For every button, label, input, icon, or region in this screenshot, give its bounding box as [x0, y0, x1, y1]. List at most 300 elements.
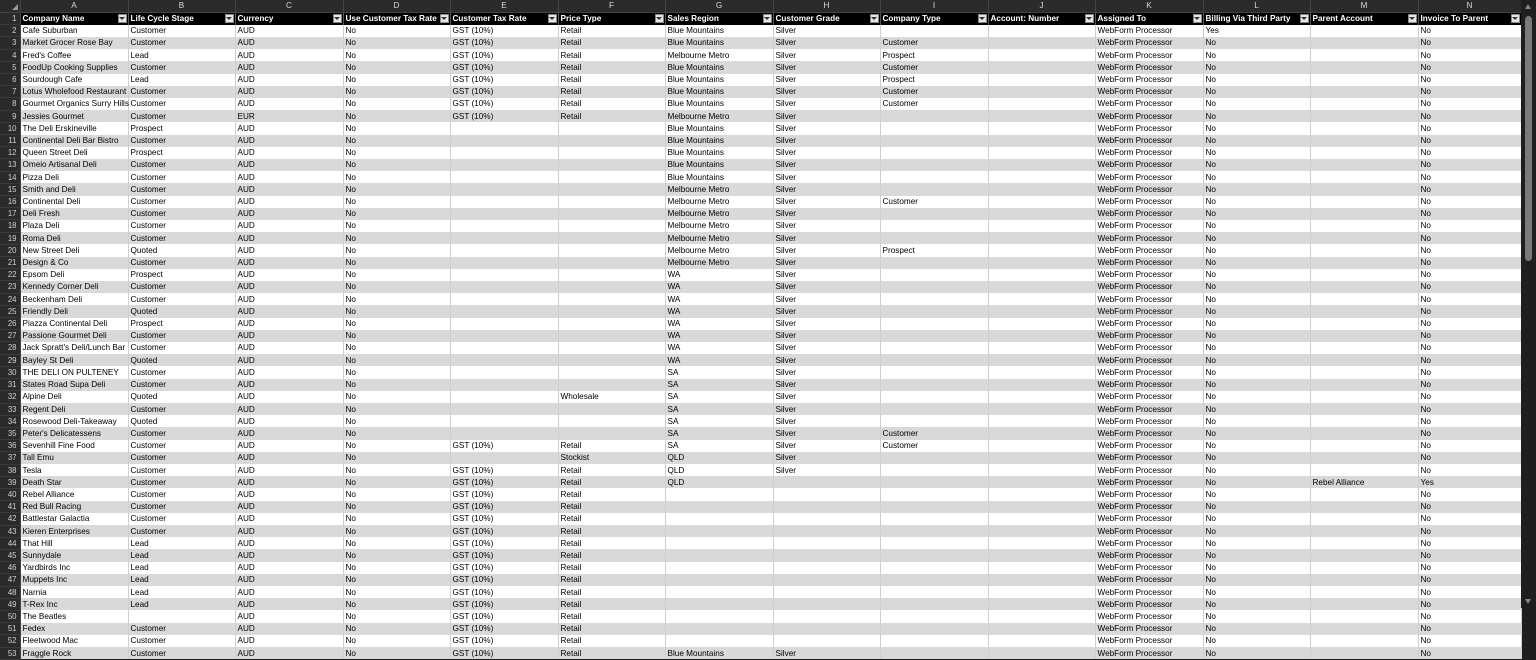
table-cell[interactable]: Customer: [128, 623, 235, 635]
table-cell[interactable]: GST (10%): [450, 537, 558, 549]
table-cell[interactable]: Lead: [128, 537, 235, 549]
table-cell[interactable]: Silver: [773, 183, 880, 195]
table-cell[interactable]: [450, 293, 558, 305]
table-cell[interactable]: [1310, 598, 1418, 610]
table-cell[interactable]: [988, 232, 1095, 244]
table-cell[interactable]: [450, 122, 558, 134]
row-number[interactable]: 29: [0, 354, 20, 366]
table-cell[interactable]: Silver: [773, 49, 880, 61]
table-cell[interactable]: WebForm Processor: [1095, 415, 1203, 427]
table-cell[interactable]: GST (10%): [450, 623, 558, 635]
filter-dropdown-icon[interactable]: [118, 14, 127, 23]
table-cell[interactable]: Prospect: [880, 74, 988, 86]
header-cell[interactable]: [235, 13, 343, 25]
table-cell[interactable]: WebForm Processor: [1095, 330, 1203, 342]
table-cell[interactable]: [988, 86, 1095, 98]
table-cell[interactable]: GST (10%): [450, 647, 558, 659]
table-cell[interactable]: AUD: [235, 440, 343, 452]
table-cell[interactable]: [880, 586, 988, 598]
table-cell[interactable]: Retail: [558, 501, 665, 513]
column-letter-c[interactable]: C: [235, 0, 343, 13]
table-cell[interactable]: [1310, 257, 1418, 269]
table-cell[interactable]: Silver: [773, 147, 880, 159]
table-cell[interactable]: [665, 623, 773, 635]
table-cell[interactable]: [880, 610, 988, 622]
table-cell[interactable]: SA: [665, 379, 773, 391]
table-cell[interactable]: Retail: [558, 537, 665, 549]
table-cell[interactable]: AUD: [235, 501, 343, 513]
table-cell[interactable]: [1310, 501, 1418, 513]
table-cell[interactable]: [988, 122, 1095, 134]
table-cell[interactable]: [988, 135, 1095, 147]
row-number[interactable]: 5: [0, 61, 20, 73]
table-cell[interactable]: [1310, 147, 1418, 159]
table-cell[interactable]: Retail: [558, 440, 665, 452]
table-cell[interactable]: No: [343, 488, 450, 500]
table-cell[interactable]: AUD: [235, 244, 343, 256]
table-cell[interactable]: [988, 598, 1095, 610]
table-cell[interactable]: Customer: [880, 61, 988, 73]
table-cell[interactable]: [988, 37, 1095, 49]
table-cell[interactable]: AUD: [235, 403, 343, 415]
table-cell[interactable]: [880, 318, 988, 330]
column-letter-e[interactable]: E: [450, 0, 558, 13]
table-cell[interactable]: Blue Mountains: [665, 159, 773, 171]
table-cell[interactable]: AUD: [235, 318, 343, 330]
table-cell[interactable]: [880, 293, 988, 305]
row-number[interactable]: 4: [0, 49, 20, 61]
table-cell[interactable]: WebForm Processor: [1095, 220, 1203, 232]
table-cell[interactable]: Retail: [558, 562, 665, 574]
table-cell[interactable]: SA: [665, 391, 773, 403]
table-cell[interactable]: [558, 330, 665, 342]
table-cell[interactable]: Rebel Alliance: [1310, 476, 1418, 488]
table-cell[interactable]: No: [1203, 232, 1310, 244]
table-cell[interactable]: [665, 574, 773, 586]
table-cell[interactable]: [558, 366, 665, 378]
table-cell[interactable]: WA: [665, 305, 773, 317]
table-cell[interactable]: [450, 196, 558, 208]
table-cell[interactable]: [1310, 440, 1418, 452]
table-cell[interactable]: Prospect: [880, 49, 988, 61]
row-number[interactable]: 51: [0, 623, 20, 635]
table-cell[interactable]: [1310, 574, 1418, 586]
column-letter-a[interactable]: A: [20, 0, 128, 13]
table-cell[interactable]: Design & Co: [20, 257, 128, 269]
table-cell[interactable]: [988, 208, 1095, 220]
table-cell[interactable]: AUD: [235, 586, 343, 598]
table-cell[interactable]: AUD: [235, 513, 343, 525]
table-cell[interactable]: WebForm Processor: [1095, 86, 1203, 98]
table-cell[interactable]: Customer: [128, 330, 235, 342]
table-cell[interactable]: [880, 415, 988, 427]
header-cell[interactable]: [128, 13, 235, 25]
table-cell[interactable]: [1310, 281, 1418, 293]
table-cell[interactable]: No: [343, 440, 450, 452]
table-cell[interactable]: Silver: [773, 232, 880, 244]
table-cell[interactable]: Customer: [128, 86, 235, 98]
table-cell[interactable]: Blue Mountains: [665, 171, 773, 183]
scroll-down-icon[interactable]: [1525, 599, 1531, 604]
table-cell[interactable]: No: [1418, 635, 1521, 647]
table-cell[interactable]: WebForm Processor: [1095, 379, 1203, 391]
table-cell[interactable]: [880, 452, 988, 464]
table-cell[interactable]: GST (10%): [450, 501, 558, 513]
table-cell[interactable]: Retail: [558, 86, 665, 98]
table-cell[interactable]: No: [1203, 86, 1310, 98]
table-cell[interactable]: No: [1418, 501, 1521, 513]
table-cell[interactable]: [450, 366, 558, 378]
filter-dropdown-icon[interactable]: [440, 14, 449, 23]
table-cell[interactable]: Silver: [773, 647, 880, 659]
table-cell[interactable]: Silver: [773, 74, 880, 86]
table-cell[interactable]: [665, 488, 773, 500]
table-cell[interactable]: No: [1418, 513, 1521, 525]
table-cell[interactable]: [880, 562, 988, 574]
table-cell[interactable]: [988, 159, 1095, 171]
table-cell[interactable]: GST (10%): [450, 98, 558, 110]
table-cell[interactable]: [1310, 171, 1418, 183]
table-cell[interactable]: [988, 610, 1095, 622]
table-cell[interactable]: [558, 208, 665, 220]
table-cell[interactable]: WebForm Processor: [1095, 98, 1203, 110]
table-cell[interactable]: No: [1203, 464, 1310, 476]
table-cell[interactable]: Retail: [558, 635, 665, 647]
table-cell[interactable]: [1310, 330, 1418, 342]
table-cell[interactable]: Retail: [558, 488, 665, 500]
row-number[interactable]: 50: [0, 610, 20, 622]
table-cell[interactable]: AUD: [235, 147, 343, 159]
table-cell[interactable]: Silver: [773, 318, 880, 330]
table-cell[interactable]: [1310, 562, 1418, 574]
table-cell[interactable]: No: [1418, 330, 1521, 342]
table-cell[interactable]: No: [1418, 488, 1521, 500]
table-cell[interactable]: AUD: [235, 86, 343, 98]
table-cell[interactable]: [988, 354, 1095, 366]
table-cell[interactable]: [1310, 37, 1418, 49]
table-cell[interactable]: No: [343, 391, 450, 403]
table-cell[interactable]: Peter's Delicatessens: [20, 427, 128, 439]
table-cell[interactable]: AUD: [235, 232, 343, 244]
table-cell[interactable]: Cafe Suburban: [20, 25, 128, 37]
table-cell[interactable]: [988, 74, 1095, 86]
table-cell[interactable]: FoodUp Cooking Supplies: [20, 61, 128, 73]
table-cell[interactable]: AUD: [235, 330, 343, 342]
table-cell[interactable]: Quoted: [128, 244, 235, 256]
table-cell[interactable]: WA: [665, 293, 773, 305]
table-cell[interactable]: [558, 281, 665, 293]
table-cell[interactable]: WA: [665, 330, 773, 342]
table-cell[interactable]: AUD: [235, 415, 343, 427]
table-cell[interactable]: [880, 537, 988, 549]
row-number[interactable]: 9: [0, 110, 20, 122]
table-cell[interactable]: No: [1203, 354, 1310, 366]
table-cell[interactable]: [988, 586, 1095, 598]
table-cell[interactable]: [1310, 220, 1418, 232]
table-cell[interactable]: [988, 196, 1095, 208]
table-cell[interactable]: [665, 549, 773, 561]
table-cell[interactable]: QLD: [665, 452, 773, 464]
row-number[interactable]: 36: [0, 440, 20, 452]
table-cell[interactable]: No: [343, 196, 450, 208]
table-cell[interactable]: SA: [665, 366, 773, 378]
table-cell[interactable]: Silver: [773, 366, 880, 378]
table-cell[interactable]: Melbourne Metro: [665, 196, 773, 208]
table-cell[interactable]: No: [1418, 257, 1521, 269]
table-cell[interactable]: [450, 391, 558, 403]
table-cell[interactable]: No: [1418, 354, 1521, 366]
filter-dropdown-icon[interactable]: [1193, 14, 1202, 23]
table-cell[interactable]: No: [1418, 623, 1521, 635]
table-cell[interactable]: Silver: [773, 61, 880, 73]
table-cell[interactable]: Plaza Deli: [20, 220, 128, 232]
table-cell[interactable]: [450, 208, 558, 220]
table-cell[interactable]: No: [343, 403, 450, 415]
table-cell[interactable]: No: [1203, 269, 1310, 281]
row-number[interactable]: 34: [0, 415, 20, 427]
table-cell[interactable]: [880, 135, 988, 147]
table-cell[interactable]: [988, 147, 1095, 159]
table-cell[interactable]: [1310, 452, 1418, 464]
table-cell[interactable]: Retail: [558, 623, 665, 635]
table-cell[interactable]: Silver: [773, 25, 880, 37]
table-cell[interactable]: No: [343, 330, 450, 342]
table-cell[interactable]: AUD: [235, 598, 343, 610]
table-cell[interactable]: Prospect: [128, 147, 235, 159]
table-cell[interactable]: Blue Mountains: [665, 147, 773, 159]
table-cell[interactable]: [988, 440, 1095, 452]
table-cell[interactable]: Silver: [773, 464, 880, 476]
table-cell[interactable]: Bayley St Deli: [20, 354, 128, 366]
table-cell[interactable]: AUD: [235, 171, 343, 183]
table-cell[interactable]: Passione Gourmet Deli: [20, 330, 128, 342]
table-cell[interactable]: No: [1203, 476, 1310, 488]
filter-dropdown-icon[interactable]: [225, 14, 234, 23]
table-cell[interactable]: No: [343, 305, 450, 317]
table-cell[interactable]: Roma Deli: [20, 232, 128, 244]
table-cell[interactable]: Silver: [773, 440, 880, 452]
table-cell[interactable]: Retail: [558, 598, 665, 610]
table-cell[interactable]: [773, 537, 880, 549]
table-cell[interactable]: No: [343, 623, 450, 635]
table-cell[interactable]: No: [1418, 305, 1521, 317]
table-cell[interactable]: Customer: [128, 25, 235, 37]
row-number[interactable]: 31: [0, 379, 20, 391]
row-number[interactable]: 40: [0, 488, 20, 500]
table-cell[interactable]: Silver: [773, 196, 880, 208]
table-cell[interactable]: WebForm Processor: [1095, 110, 1203, 122]
table-cell[interactable]: [988, 452, 1095, 464]
table-cell[interactable]: No: [1203, 37, 1310, 49]
table-cell[interactable]: [1310, 232, 1418, 244]
table-cell[interactable]: Lead: [128, 549, 235, 561]
table-cell[interactable]: [450, 281, 558, 293]
table-cell[interactable]: WA: [665, 281, 773, 293]
row-number[interactable]: 52: [0, 635, 20, 647]
header-cell[interactable]: [988, 13, 1095, 25]
table-cell[interactable]: No: [343, 379, 450, 391]
table-cell[interactable]: [558, 244, 665, 256]
table-cell[interactable]: Blue Mountains: [665, 647, 773, 659]
table-cell[interactable]: Silver: [773, 135, 880, 147]
table-cell[interactable]: WebForm Processor: [1095, 513, 1203, 525]
table-cell[interactable]: [880, 476, 988, 488]
table-cell[interactable]: [773, 476, 880, 488]
table-cell[interactable]: WebForm Processor: [1095, 488, 1203, 500]
table-cell[interactable]: No: [1418, 220, 1521, 232]
table-cell[interactable]: Customer: [128, 452, 235, 464]
table-cell[interactable]: Blue Mountains: [665, 122, 773, 134]
table-cell[interactable]: [1310, 183, 1418, 195]
row-number[interactable]: 41: [0, 501, 20, 513]
table-cell[interactable]: [665, 635, 773, 647]
table-cell[interactable]: WebForm Processor: [1095, 525, 1203, 537]
table-cell[interactable]: WebForm Processor: [1095, 257, 1203, 269]
table-cell[interactable]: [988, 647, 1095, 659]
table-cell[interactable]: [558, 196, 665, 208]
table-cell[interactable]: AUD: [235, 196, 343, 208]
table-cell[interactable]: [773, 562, 880, 574]
filter-dropdown-icon[interactable]: [978, 14, 987, 23]
table-cell[interactable]: [880, 25, 988, 37]
table-cell[interactable]: Lead: [128, 586, 235, 598]
table-cell[interactable]: [880, 366, 988, 378]
table-cell[interactable]: No: [1418, 366, 1521, 378]
table-cell[interactable]: No: [1203, 391, 1310, 403]
table-cell[interactable]: Customer: [128, 257, 235, 269]
table-cell[interactable]: Fedex: [20, 623, 128, 635]
table-cell[interactable]: [450, 159, 558, 171]
table-cell[interactable]: [665, 513, 773, 525]
table-cell[interactable]: Melbourne Metro: [665, 244, 773, 256]
table-cell[interactable]: [988, 476, 1095, 488]
table-cell[interactable]: [988, 525, 1095, 537]
table-cell[interactable]: [450, 342, 558, 354]
table-cell[interactable]: GST (10%): [450, 37, 558, 49]
table-cell[interactable]: [988, 257, 1095, 269]
table-cell[interactable]: [1310, 464, 1418, 476]
table-cell[interactable]: [1310, 86, 1418, 98]
table-cell[interactable]: Melbourne Metro: [665, 208, 773, 220]
table-cell[interactable]: [450, 269, 558, 281]
row-number[interactable]: 33: [0, 403, 20, 415]
table-cell[interactable]: No: [343, 464, 450, 476]
table-cell[interactable]: No: [1418, 98, 1521, 110]
filter-dropdown-icon[interactable]: [763, 14, 772, 23]
table-cell[interactable]: [880, 549, 988, 561]
row-number[interactable]: 24: [0, 293, 20, 305]
table-cell[interactable]: [665, 525, 773, 537]
header-cell[interactable]: [1310, 13, 1418, 25]
table-cell[interactable]: [988, 244, 1095, 256]
table-cell[interactable]: Blue Mountains: [665, 61, 773, 73]
table-cell[interactable]: No: [1418, 415, 1521, 427]
table-cell[interactable]: Yes: [1418, 476, 1521, 488]
table-cell[interactable]: No: [343, 232, 450, 244]
table-cell[interactable]: Customer: [128, 647, 235, 659]
table-cell[interactable]: WebForm Processor: [1095, 354, 1203, 366]
table-cell[interactable]: No: [1203, 244, 1310, 256]
column-letter-l[interactable]: L: [1203, 0, 1310, 13]
table-cell[interactable]: [988, 562, 1095, 574]
table-cell[interactable]: No: [343, 98, 450, 110]
table-cell[interactable]: AUD: [235, 159, 343, 171]
table-cell[interactable]: No: [1203, 98, 1310, 110]
column-letter-g[interactable]: G: [665, 0, 773, 13]
table-cell[interactable]: WebForm Processor: [1095, 159, 1203, 171]
table-cell[interactable]: No: [343, 61, 450, 73]
table-cell[interactable]: [773, 586, 880, 598]
row-number[interactable]: 38: [0, 464, 20, 476]
table-cell[interactable]: AUD: [235, 610, 343, 622]
table-cell[interactable]: Retail: [558, 525, 665, 537]
table-cell[interactable]: Customer: [128, 61, 235, 73]
table-cell[interactable]: [1310, 391, 1418, 403]
table-cell[interactable]: AUD: [235, 635, 343, 647]
table-cell[interactable]: No: [1418, 598, 1521, 610]
table-cell[interactable]: No: [343, 25, 450, 37]
table-cell[interactable]: Silver: [773, 86, 880, 98]
column-letter-d[interactable]: D: [343, 0, 450, 13]
table-cell[interactable]: Blue Mountains: [665, 37, 773, 49]
table-cell[interactable]: [988, 281, 1095, 293]
table-cell[interactable]: [773, 610, 880, 622]
table-cell[interactable]: Retail: [558, 61, 665, 73]
table-cell[interactable]: No: [1203, 196, 1310, 208]
table-cell[interactable]: No: [1203, 415, 1310, 427]
table-cell[interactable]: Customer: [880, 196, 988, 208]
table-cell[interactable]: No: [1418, 391, 1521, 403]
table-cell[interactable]: WebForm Processor: [1095, 196, 1203, 208]
table-cell[interactable]: Silver: [773, 403, 880, 415]
table-cell[interactable]: [1310, 305, 1418, 317]
table-cell[interactable]: No: [1203, 171, 1310, 183]
table-cell[interactable]: No: [1418, 269, 1521, 281]
header-cell[interactable]: [665, 13, 773, 25]
table-cell[interactable]: No: [1203, 257, 1310, 269]
table-cell[interactable]: [988, 25, 1095, 37]
table-cell[interactable]: No: [1418, 147, 1521, 159]
table-cell[interactable]: Muppets Inc: [20, 574, 128, 586]
table-cell[interactable]: [880, 330, 988, 342]
table-cell[interactable]: WebForm Processor: [1095, 403, 1203, 415]
table-cell[interactable]: No: [343, 318, 450, 330]
table-cell[interactable]: GST (10%): [450, 476, 558, 488]
row-number[interactable]: 37: [0, 452, 20, 464]
row-number[interactable]: 32: [0, 391, 20, 403]
table-cell[interactable]: Stockist: [558, 452, 665, 464]
table-cell[interactable]: No: [1203, 159, 1310, 171]
table-cell[interactable]: [880, 623, 988, 635]
table-cell[interactable]: [665, 562, 773, 574]
table-cell[interactable]: [880, 110, 988, 122]
table-cell[interactable]: Quoted: [128, 391, 235, 403]
table-cell[interactable]: No: [1203, 49, 1310, 61]
table-cell[interactable]: AUD: [235, 549, 343, 561]
row-number[interactable]: 19: [0, 232, 20, 244]
table-cell[interactable]: Tesla: [20, 464, 128, 476]
table-cell[interactable]: [558, 257, 665, 269]
table-cell[interactable]: [1310, 74, 1418, 86]
table-cell[interactable]: Silver: [773, 305, 880, 317]
table-cell[interactable]: No: [343, 110, 450, 122]
filter-dropdown-icon[interactable]: [1300, 14, 1309, 23]
row-number[interactable]: 47: [0, 574, 20, 586]
row-number[interactable]: 17: [0, 208, 20, 220]
table-cell[interactable]: Retail: [558, 610, 665, 622]
table-cell[interactable]: Sourdough Cafe: [20, 74, 128, 86]
table-cell[interactable]: GST (10%): [450, 574, 558, 586]
